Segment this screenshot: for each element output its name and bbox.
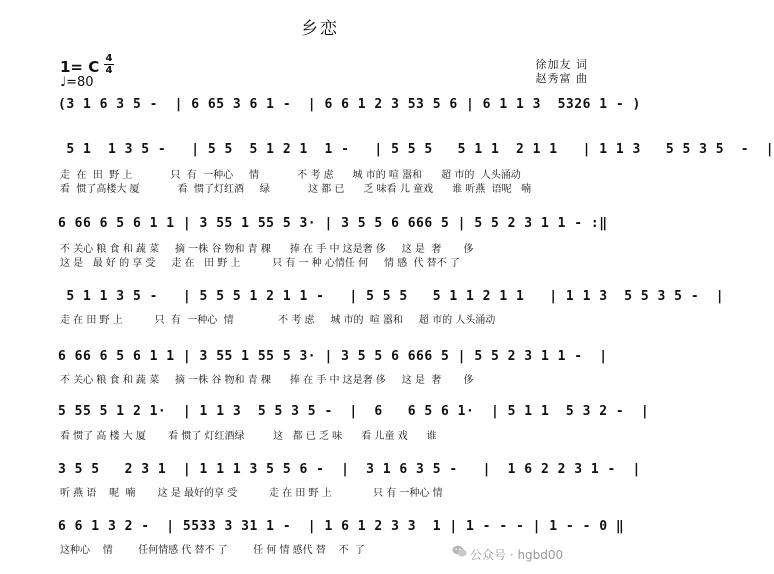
notation-row-6: 5 55 5 1 2 1· | 1 1 3 5 5 3 5 - | 6 6 5 6 1· | 5 1 1 5 3 2 - | bbox=[58, 404, 650, 419]
watermark-text: 公众号 · hgbd00 bbox=[470, 548, 564, 562]
lyric-line: 听 燕 语 呢 喃 这 是 最好的享 受 走 在 田 野 上 只 有 一种心 情 bbox=[60, 488, 443, 499]
notation-row-8: 6 6 1 3 2 - | 5533 3 31 1 - | 1 6 1 2 3 3 1 | 1 - - - | 1 - - 0 ‖ bbox=[58, 519, 625, 534]
lyric-line: 走 在 田 野 上 只 有 一种心 情 不 考 虑 城 市的 喧 嚣和 超 市的 人头涌动 bbox=[60, 315, 496, 326]
lyric-line: 看 惯了 高 楼 大 厦 看 惯了 灯红酒绿 这 都 已 乏 味 看 儿童 戏 谁 bbox=[60, 431, 437, 442]
time-signature-top: 4 bbox=[105, 53, 113, 64]
notation-row-5: 6 66 6 5 6 1 1 | 3 55 1 55 5 3· | 3 5 5 6 666 5 | 5 5 2 3 1 1 - | bbox=[58, 349, 608, 364]
page-title: 乡恋 bbox=[301, 19, 339, 39]
notation-row-1: (3 1 6 3 5 - | 6 65 3 6 1 - | 6 6 1 2 3 53 5 6 | 6 1 1 3 5326 1 - ) bbox=[58, 97, 641, 112]
lyricist-credit: 徐加友 词 bbox=[535, 58, 588, 71]
tempo-marking: ♩=80 bbox=[60, 75, 94, 90]
notation-row-3: 6 66 6 5 6 1 1 | 3 55 1 55 5 3· | 3 5 5 6 666 5 | 5 5 2 3 1 1 - :‖ bbox=[58, 216, 608, 231]
lyric-line: 看 惯了高楼大 厦 看 惯了灯红酒 绿 这 都 已 乏 味看 儿 童戏 谁 听燕 语呢 喃 bbox=[60, 184, 532, 195]
notation-row-4: 5 1 1 3 5 - | 5 5 5 1 2 1 1 - | 5 5 5 5 1 1 2 1 1 | 1 1 3 5 5 3 5 - | bbox=[58, 289, 725, 304]
lyric-line: 走 在 田 野 上 只 有 一种心 情 不 考 虑 城 市的 喧 嚣和 超 市的 人头涌动 bbox=[60, 170, 521, 181]
composer-credit: 赵秀富 曲 bbox=[535, 72, 588, 85]
lyric-line: 不 关心 粮 食 和 蔬 菜 摘 一株 谷 物和 青 稞 捧 在 手 中 这是奢 侈 这 是 奢 侈 bbox=[60, 244, 474, 255]
lyric-line: 这 是 最 好 的 享 受 走 在 田 野 上 只 有 一 种 心情任 何 情 感 代 替不 了 bbox=[60, 258, 460, 269]
wechat-icon bbox=[452, 545, 467, 558]
notation-row-7: 3 5 5 2 3 1 | 1 1 1 3 5 5 6 - | 3 1 6 3 5 - | 1 6 2 2 3 1 - | bbox=[58, 462, 641, 477]
lyric-line: 这种心 情 任何情感 代 替不 了 任 何 情 感代 替 不 了 bbox=[60, 545, 365, 556]
time-signature bbox=[104, 54, 114, 75]
notation-row-2: 5 1 1 3 5 - | 5 5 5 1 2 1 1 - | 5 5 5 5 1 1 2 1 1 | 1 1 3 5 5 3 5 - | bbox=[58, 142, 774, 157]
time-signature-bottom: 4 bbox=[105, 65, 113, 76]
key-signature: 1= C bbox=[60, 58, 100, 76]
lyric-line: 不 关心 粮 食 和 蔬 菜 摘 一株 谷 物和 青 稞 捧 在 手 中 这是奢 侈 这 是 奢 侈 bbox=[60, 375, 474, 386]
